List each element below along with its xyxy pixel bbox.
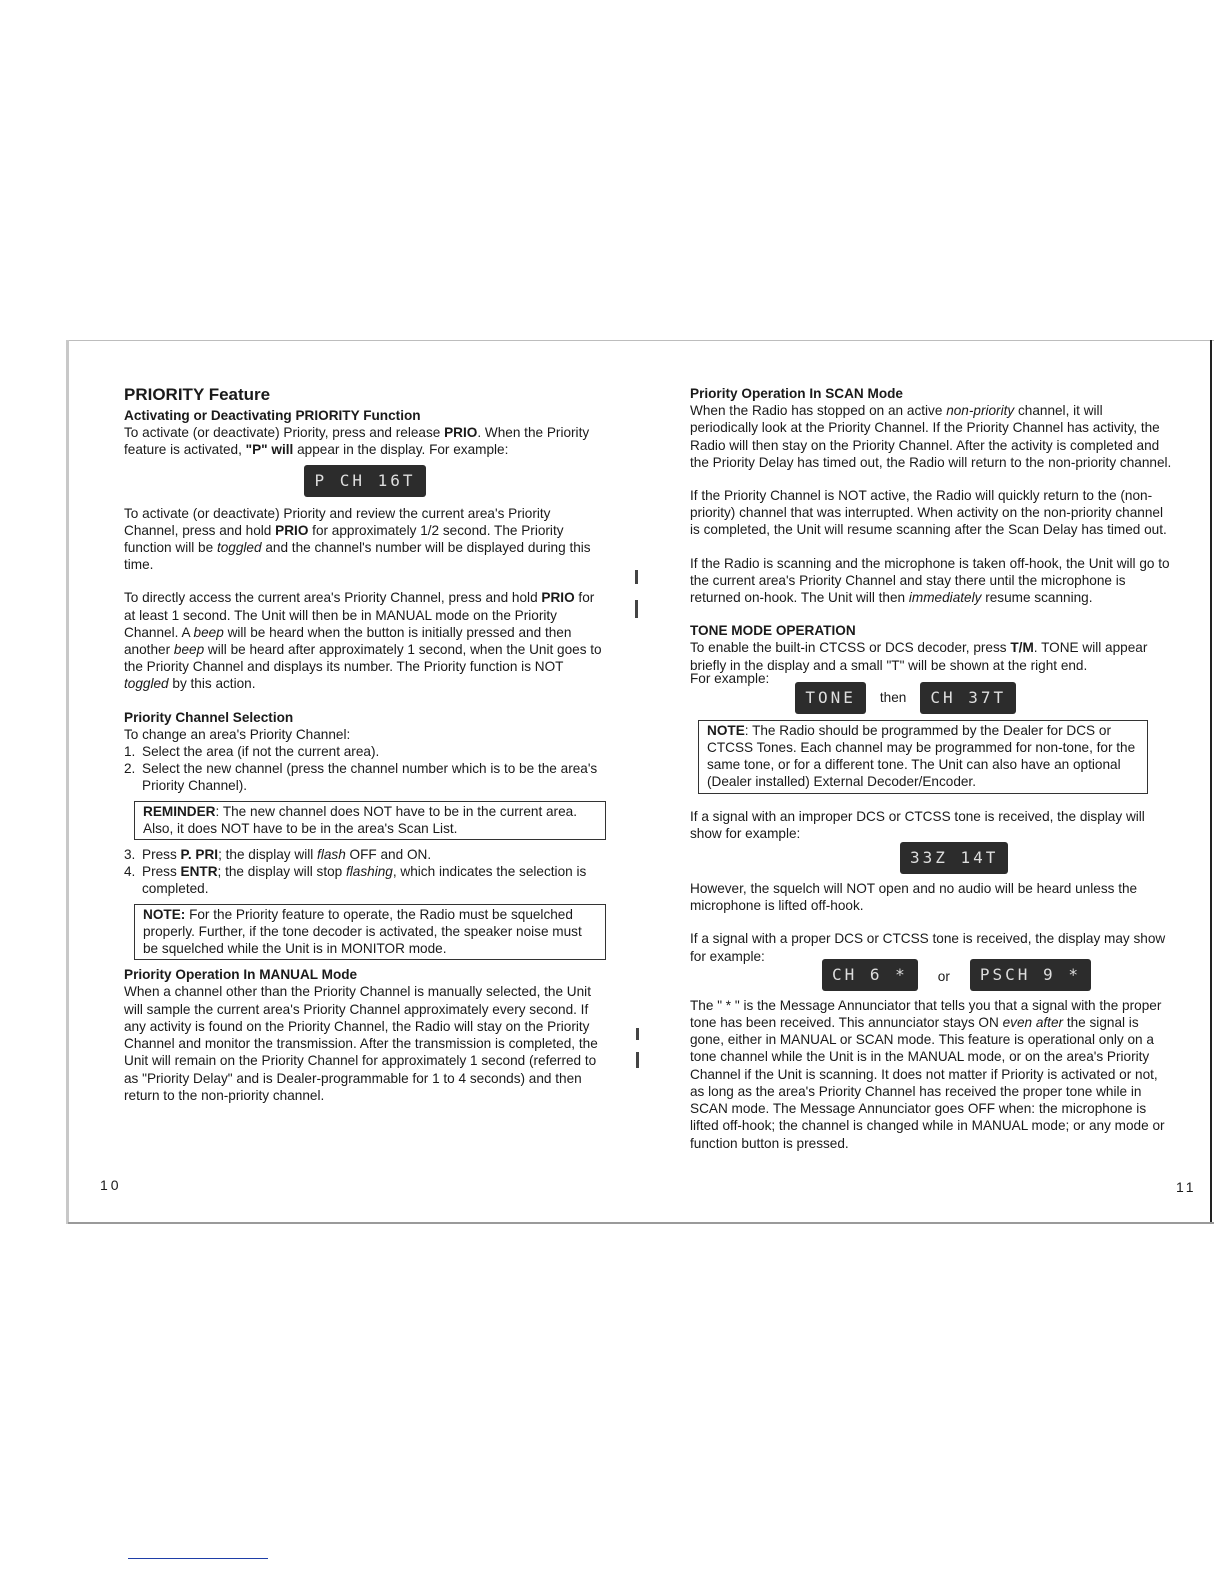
- spread-top-border: [68, 340, 1214, 341]
- section-heading-activating: Activating or Deactivating PRIORITY Function: [124, 408, 421, 423]
- note-box: NOTE: For the Priority feature to operate, the Radio must be squelched properly. Further, if the tone decoder is activated, the speaker noise must be squelched while the Unit is in MONITOR mode.: [134, 904, 606, 961]
- left-page: [124, 385, 606, 1104]
- gutter-binding-mark: [635, 570, 638, 584]
- paragraph-direct-access: To directly access the current area's Priority Channel, press and hold PRIO for at least 1 second. The Unit will then be in MANUAL mode on the Priority Channel. A beep will be heard when the button is initially pressed and then another beep will be heard after approximately 1 second, when the Unit goes to the Priority Channel and displays its number. The Priority function is NOT toggled by this action.: [124, 590, 602, 692]
- page-number-left: 10: [100, 1177, 122, 1193]
- list-item: 4. Press ENTR; the display will stop flashing, which indicates the selection is completed.: [124, 864, 587, 897]
- paragraph-improper-tone: If a signal with an improper DCS or CTCSS tone is received, the display will show for example:: [690, 808, 1145, 841]
- list-item: 3. Press P. PRI; the display will flash OFF and ON.: [124, 847, 432, 863]
- lcd-display-ch37: CH 37T: [920, 682, 1016, 714]
- gutter-binding-mark: [635, 600, 638, 618]
- list-item: 2. Select the new channel (press the channel number which is to be the area's Priority Channel).: [124, 761, 598, 794]
- list-item: 1. Select the area (if not the current area).: [124, 744, 380, 760]
- lcd-display-proper-2: PSCH 9 *: [970, 959, 1091, 991]
- lcd-display-improper: 33Z 14T: [900, 842, 1008, 874]
- spread-left-edge: [66, 340, 69, 1224]
- lcd-improper-container: [900, 842, 1172, 874]
- right-page: [690, 385, 1172, 1152]
- lcd-example-container: [124, 465, 606, 497]
- lcd-display-proper-1: CH 6 *: [822, 959, 918, 991]
- paragraph-scan-3: If the Radio is scanning and the microphone is taken off-hook, the Unit will go to the current area's Priority Channel and stay there until the microphone is returned on-hook. The Unit will then immediately resume scanning.: [690, 555, 1170, 606]
- spread-right-edge: [1210, 340, 1212, 1224]
- tone-example-row: [690, 670, 1172, 714]
- paragraph-review: To activate (or deactivate) Priority and review the current area's Priority Channel, press and hold PRIO for approximately 1/2 second. The Priority function will be toggled and the channel's number will be displayed during this time.: [124, 505, 591, 573]
- section-heading-selection: Priority Channel Selection: [124, 709, 294, 725]
- paragraph-annunciator: The " * " is the Message Annunciator that tells you that a signal with the proper tone has been received. This annunciator stays ON even after the signal is gone, either in MANUAL or SCAN mode. This feature is operational only on a tone channel while the Unit is in the MANUAL mode, or on the area's Priority Channel if the Unit is scanning. It does not matter if Priority is activated or not, as long as the area's Priority Channel has received the proper tone while in SCAN mode. The Message Annunciator goes OFF when: the microphone is lifted off-hook; the channel is changed while in MANUAL mode; or any mode or function button is pressed.: [690, 997, 1165, 1151]
- paragraph-scan-1: When the Radio has stopped on an active non-priority channel, it will periodically look at the Priority Channel. If the Priority Channel has activity, the Radio will then stay on the Priority Channel. After the activity is completed and the Priority Delay has timed out, the Radio will return to the non-priority channel.: [690, 403, 1172, 470]
- selection-intro: To change an area's Priority Channel:: [124, 726, 351, 742]
- page-number-right: 11: [1176, 1179, 1197, 1195]
- paragraph-activate: To activate (or deactivate) Priority, press and release PRIO. When the Priority feature is activated, "P" will appear in the display. For example:: [124, 425, 590, 458]
- selection-steps-list: [124, 743, 606, 795]
- or-label: or: [937, 968, 950, 984]
- spread-bottom-border: [68, 1222, 1214, 1224]
- section-heading-scan-mode: Priority Operation In SCAN Mode: [690, 386, 903, 401]
- lcd-display-example: P CH 16T: [304, 465, 425, 497]
- lcd-display-tone: TONE: [795, 682, 866, 714]
- footnote-rule: [128, 1558, 268, 1559]
- gutter-binding-mark: [636, 1028, 639, 1040]
- section-heading-tone-mode: TONE MODE OPERATION: [690, 623, 856, 639]
- paragraph-proper-tone: If a signal with a proper DCS or CTCSS tone is received, the display may show for example:: [690, 931, 1166, 964]
- selection-steps-list-continued: [124, 846, 606, 898]
- paragraph-manual-mode: When a channel other than the Priority Channel is manually selected, the Unit will sample the current area's Priority Channel approximately every second. If any activity is found on the Priority Channel, the Radio will stay on the Priority Channel and monitor the transmission. After the transmission is completed, the Unit will remain on the Priority Channel for approximately 1 second (referred to as "Priority Delay" and is Dealer-programmable for 1 to 4 seconds) and then return to the non-priority channel.: [124, 984, 598, 1103]
- paragraph-tone-enable: To enable the built-in CTCSS or DCS decoder, press T/M. TONE will appear briefly in the display and a small "T" will be shown at the right end.: [690, 640, 1148, 673]
- then-label: then: [879, 689, 907, 705]
- note-box-tone: NOTE: The Radio should be programmed by the Dealer for DCS or CTCSS Tones. Each channel may be programmed for non-tone, for the same tone, or for a different tone. The Unit can also have an optional (Dealer installed) External Decoder/Encoder.: [698, 720, 1148, 794]
- page-title: PRIORITY Feature: [124, 385, 271, 404]
- paragraph-scan-2: If the Priority Channel is NOT active, the Radio will quickly return to the (non-priority) channel that was interrupted. When activity on the non-priority channel is completed, the Unit will resume scanning after the Scan Delay has timed out.: [690, 488, 1167, 538]
- reminder-box: REMINDER: The new channel does NOT have to be in the current area. Also, it does NOT have to be in the area's Scan List.: [134, 801, 606, 840]
- for-example-label: For example:: [690, 670, 770, 686]
- section-heading-manual-mode: Priority Operation In MANUAL Mode: [124, 967, 358, 983]
- gutter-binding-mark: [636, 1052, 639, 1068]
- paragraph-however: However, the squelch will NOT open and no audio will be heard unless the microphone is lifted off-hook.: [690, 881, 1138, 914]
